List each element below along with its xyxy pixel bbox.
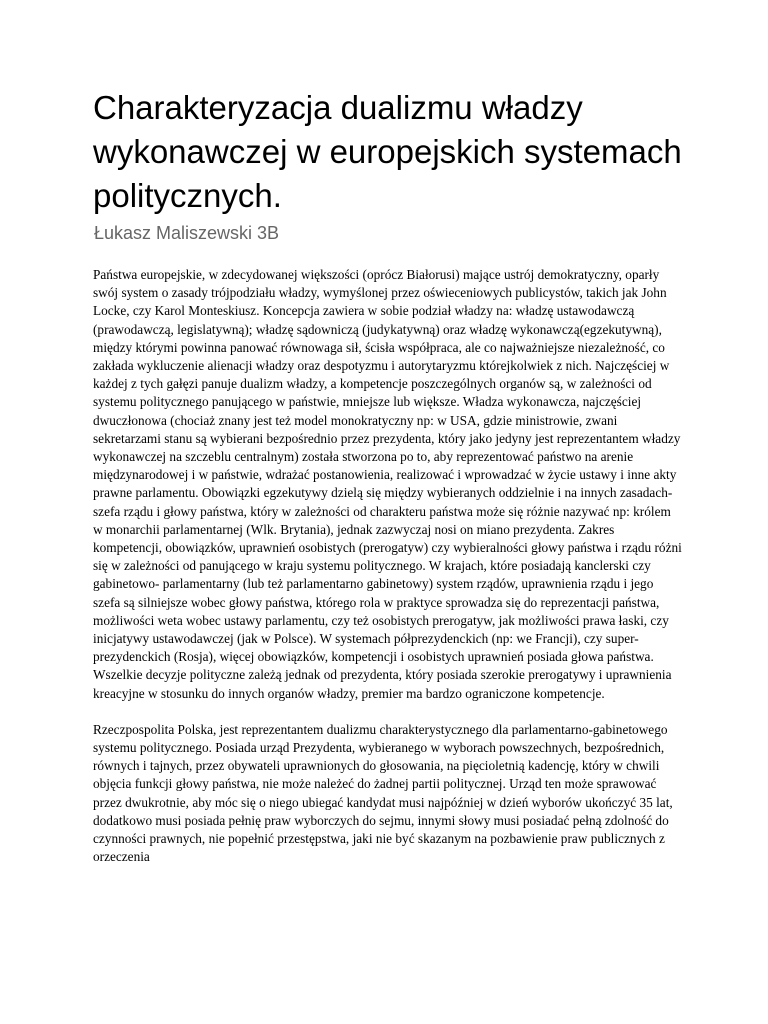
body-paragraph-2: Rzeczpospolita Polska, jest reprezentantem dualizmu charakterystycznego dla parlamentarno-gabinetowego systemu politycznego. Posiada urząd Prezydenta, wybieranego w wyborach powszechnych, bezpośrednich, równych i tajnych, przez obywateli uprawnionych do głosowania, na pięcioletnią kadencję, który w chwili objęcia funkcji głowy państwa, nie może należeć do żadnej partii politycznej. Urząd ten może sprawować przez dwukrotnie, aby móc się o niego ubiegać kandydat musi najpóźniej w dzień wyborów ukończyć 35 lat, dodatkowo musi posiada pełnię praw wyborczych do sejmu, innymi słowy musi posiadać pełną zdolność do czynności prawnych, nie popełnić przestępstwa, jaki nie być skazanym na pozbawienie praw publicznych z orzeczenia <box>93 721 673 865</box>
document-title: Charakteryzacja dualizmu władzy wykonawczej w europejskich systemach politycznych. <box>93 89 682 214</box>
body-paragraph-1: Państwa europejskie, w zdecydowanej większości (oprócz Białorusi) mające ustrój demokratyczny, oparły swój system o zasady trójpodziału władzy, wymyślonej przez oświeceniowych publicystów, takich jak John Locke, czy Karol Monteskiusz. Koncepcja zawiera w sobie podział władzy na: władzę ustawodawczą (prawodawczą, legislatywną); władzę sądowniczą (judykatywną) oraz władzę wykonawczą(egzekutywną), między którymi powinna panować równowaga sił, ścisła współpraca, ale co najważniejsze niezależność, co zakłada wykluczenie alienacji władzy oraz despotyzmu i autorytaryzmu którejkolwiek z nich. Najczęściej w każdej z tych gałęzi panuje dualizm władzy, a kompetencje poszczególnych organów są, w zależności od systemu politycznego panującego w państwie, mniejsze lub większe. Władza wykonawcza, najczęściej dwuczłonowa (chociaż znany jest też model monokratyczny np: w USA, gdzie ministrowie, zwani sekretarzami stanu są wybierani bezpośrednio przez prezydenta, który jako jedyny jest reprezentantem władzy wykonawczej na szczeblu centralnym) została stworzona po to, aby reprezentować państwo na arenie międzynarodowej i w państwie, wdrażać postanowienia, realizować i wprowadzać w życie ustawy i inne akty prawne parlamentu. Obowiązki egzekutywy dzielą się między wybieranych oddzielnie i na innych zasadach- szefa rządu i głowy państwa, który w zależności od charakteru państwa może się różnie nazywać np: królem w monarchii parlamentarnej (Wlk. Brytania), jednak zazwyczaj nosi on miano prezydenta. Zakres kompetencji, obowiązków, uprawnień osobistych (prerogatyw) czy wybieralności głowy państwa i rządu różni się w zależności od panującego w kraju systemu politycznego. W krajach, które posiadają kanclerski czy gabinetowo- parlamentarny (lub też parlamentarno gabinetowy) system rządów, uprawnienia rządu i jego szefa są silniejsze wobec głowy państwa, którego rola w praktyce sprowadza się do reprezentacji państwa, możliwości weta wobec ustawy parlamentu, czy też osobistych prerogatyw, jak możliwości prawa łaski, czy inicjatywy ustawodawczej (jak w Polsce). W systemach półprezydenckich (np: we Francji), czy super-prezydenckich (Rosja), więcej obowiązków, kompetencji i osobistych uprawnień posiada głowa państwa. Wszelkie decyzje polityczne zależą jednak od prezydenta, który posiada szerokie prerogatywy i uprawnienia kreacyjne w stosunku do innych organów władzy, premier ma bardzo ograniczone kompetencje. <box>93 267 682 701</box>
document-body <box>93 266 683 867</box>
document-author: Łukasz Maliszewski 3B <box>94 223 280 243</box>
